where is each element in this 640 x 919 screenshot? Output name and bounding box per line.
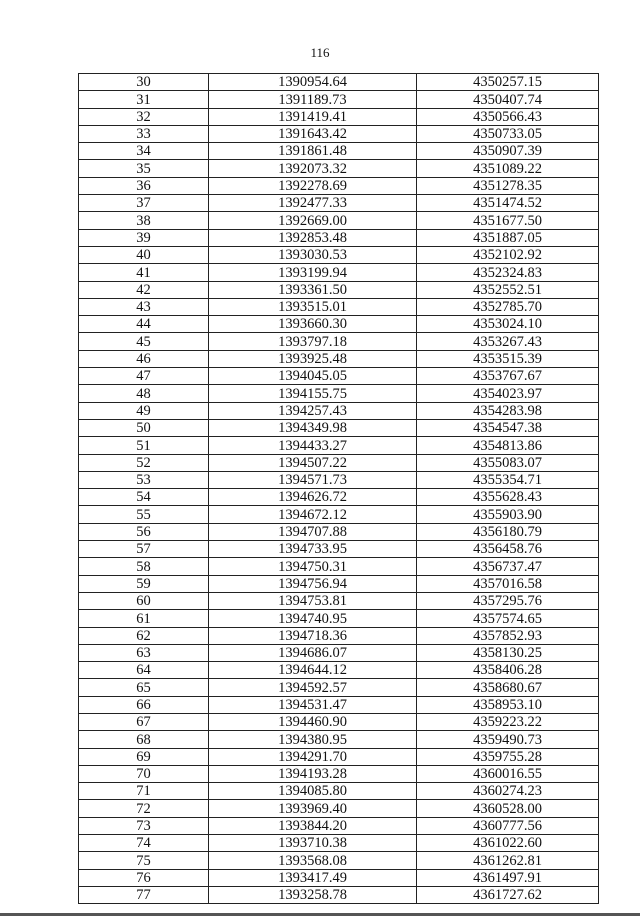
x-coordinate-cell: 1393361.50 [209,281,417,298]
x-coordinate-cell: 1393515.01 [209,298,417,315]
x-coordinate-cell: 1394733.95 [209,541,417,558]
point-number-cell: 48 [79,385,209,402]
point-number-cell: 50 [79,419,209,436]
y-coordinate-cell: 4357016.58 [417,575,599,592]
point-number-cell: 69 [79,748,209,765]
point-number-cell: 40 [79,246,209,263]
point-number-cell: 64 [79,662,209,679]
point-number-cell: 53 [79,471,209,488]
y-coordinate-cell: 4359490.73 [417,731,599,748]
point-number-cell: 60 [79,592,209,609]
table-row [79,852,599,869]
y-coordinate-cell: 4352324.83 [417,264,599,281]
y-coordinate-cell: 4359755.28 [417,748,599,765]
point-number-cell: 68 [79,731,209,748]
table-row [79,419,599,436]
x-coordinate-cell: 1393660.30 [209,316,417,333]
point-number-cell: 75 [79,852,209,869]
point-number-cell: 55 [79,506,209,523]
point-number-cell: 36 [79,177,209,194]
y-coordinate-cell: 4350566.43 [417,108,599,125]
x-coordinate-cell: 1394753.81 [209,592,417,609]
y-coordinate-cell: 4358130.25 [417,644,599,661]
x-coordinate-cell: 1391643.42 [209,125,417,142]
table-row [79,817,599,834]
y-coordinate-cell: 4350907.39 [417,143,599,160]
table-row [79,402,599,419]
point-number-cell: 74 [79,835,209,852]
y-coordinate-cell: 4357852.93 [417,627,599,644]
table-row [79,800,599,817]
x-coordinate-cell: 1394045.05 [209,368,417,385]
table-row [79,350,599,367]
x-coordinate-cell: 1394707.88 [209,523,417,540]
point-number-cell: 46 [79,350,209,367]
x-coordinate-cell: 1394531.47 [209,696,417,713]
point-number-cell: 63 [79,644,209,661]
x-coordinate-cell: 1394507.22 [209,454,417,471]
x-coordinate-cell: 1392669.00 [209,212,417,229]
y-coordinate-cell: 4355083.07 [417,454,599,471]
y-coordinate-cell: 4351677.50 [417,212,599,229]
table-row [79,454,599,471]
page-number: 116 [310,45,330,60]
point-number-cell: 49 [79,402,209,419]
x-coordinate-cell: 1394571.73 [209,471,417,488]
y-coordinate-cell: 4355628.43 [417,489,599,506]
point-number-cell: 39 [79,229,209,246]
x-coordinate-cell: 1390954.64 [209,74,417,91]
x-coordinate-cell: 1393568.08 [209,852,417,869]
x-coordinate-cell: 1393199.94 [209,264,417,281]
table-row [79,731,599,748]
point-number-cell: 34 [79,143,209,160]
x-coordinate-cell: 1394085.80 [209,783,417,800]
point-number-cell: 62 [79,627,209,644]
x-coordinate-cell: 1393417.49 [209,869,417,886]
coordinates-table [78,73,599,904]
y-coordinate-cell: 4360016.55 [417,765,599,782]
table-row [79,783,599,800]
table-row [79,246,599,263]
y-coordinate-cell: 4358680.67 [417,679,599,696]
table-row [79,333,599,350]
y-coordinate-cell: 4350407.74 [417,91,599,108]
y-coordinate-cell: 4353024.10 [417,316,599,333]
y-coordinate-cell: 4358406.28 [417,662,599,679]
x-coordinate-cell: 1394460.90 [209,713,417,730]
y-coordinate-cell: 4356180.79 [417,523,599,540]
x-coordinate-cell: 1394644.12 [209,662,417,679]
table-row [79,748,599,765]
table-row [79,298,599,315]
table-row [79,125,599,142]
point-number-cell: 73 [79,817,209,834]
table-row [79,385,599,402]
x-coordinate-cell: 1392853.48 [209,229,417,246]
table-row [79,610,599,627]
table-row [79,765,599,782]
x-coordinate-cell: 1391861.48 [209,143,417,160]
y-coordinate-cell: 4354283.98 [417,402,599,419]
point-number-cell: 33 [79,125,209,142]
y-coordinate-cell: 4353267.43 [417,333,599,350]
y-coordinate-cell: 4350733.05 [417,125,599,142]
table-row [79,281,599,298]
y-coordinate-cell: 4360528.00 [417,800,599,817]
point-number-cell: 30 [79,74,209,91]
y-coordinate-cell: 4355354.71 [417,471,599,488]
y-coordinate-cell: 4351089.22 [417,160,599,177]
x-coordinate-cell: 1393030.53 [209,246,417,263]
x-coordinate-cell: 1393797.18 [209,333,417,350]
x-coordinate-cell: 1394672.12 [209,506,417,523]
point-number-cell: 66 [79,696,209,713]
y-coordinate-cell: 4359223.22 [417,713,599,730]
x-coordinate-cell: 1393969.40 [209,800,417,817]
point-number-cell: 35 [79,160,209,177]
table-row [79,195,599,212]
table-row [79,644,599,661]
table-row [79,541,599,558]
x-coordinate-cell: 1394686.07 [209,644,417,661]
x-coordinate-cell: 1393925.48 [209,350,417,367]
table-row [79,627,599,644]
point-number-cell: 44 [79,316,209,333]
y-coordinate-cell: 4357574.65 [417,610,599,627]
table-row [79,869,599,886]
y-coordinate-cell: 4360777.56 [417,817,599,834]
table-row [79,523,599,540]
table-row [79,177,599,194]
table-row [79,471,599,488]
point-number-cell: 31 [79,91,209,108]
x-coordinate-cell: 1393844.20 [209,817,417,834]
table-row [79,886,599,903]
x-coordinate-cell: 1394349.98 [209,419,417,436]
table-row [79,713,599,730]
y-coordinate-cell: 4352785.70 [417,298,599,315]
point-number-cell: 72 [79,800,209,817]
y-coordinate-cell: 4353515.39 [417,350,599,367]
y-coordinate-cell: 4354547.38 [417,419,599,436]
y-coordinate-cell: 4360274.23 [417,783,599,800]
table-row [79,264,599,281]
table-row [79,143,599,160]
y-coordinate-cell: 4358953.10 [417,696,599,713]
point-number-cell: 38 [79,212,209,229]
x-coordinate-cell: 1394756.94 [209,575,417,592]
point-number-cell: 65 [79,679,209,696]
table-row [79,489,599,506]
x-coordinate-cell: 1393258.78 [209,886,417,903]
point-number-cell: 52 [79,454,209,471]
x-coordinate-cell: 1394750.31 [209,558,417,575]
table-row [79,679,599,696]
coordinates-table-body [79,74,599,904]
point-number-cell: 70 [79,765,209,782]
point-number-cell: 47 [79,368,209,385]
y-coordinate-cell: 4354813.86 [417,437,599,454]
x-coordinate-cell: 1394740.95 [209,610,417,627]
y-coordinate-cell: 4361497.91 [417,869,599,886]
x-coordinate-cell: 1393710.38 [209,835,417,852]
y-coordinate-cell: 4352552.51 [417,281,599,298]
table-row [79,74,599,91]
table-row [79,368,599,385]
point-number-cell: 51 [79,437,209,454]
point-number-cell: 56 [79,523,209,540]
y-coordinate-cell: 4356458.76 [417,541,599,558]
point-number-cell: 57 [79,541,209,558]
x-coordinate-cell: 1392073.32 [209,160,417,177]
point-number-cell: 76 [79,869,209,886]
y-coordinate-cell: 4350257.15 [417,74,599,91]
point-number-cell: 54 [79,489,209,506]
x-coordinate-cell: 1394718.36 [209,627,417,644]
point-number-cell: 32 [79,108,209,125]
x-coordinate-cell: 1394155.75 [209,385,417,402]
x-coordinate-cell: 1394380.95 [209,731,417,748]
coordinates-table-container [78,73,598,904]
table-row [79,91,599,108]
y-coordinate-cell: 4354023.97 [417,385,599,402]
point-number-cell: 58 [79,558,209,575]
table-row [79,229,599,246]
table-row [79,506,599,523]
point-number-cell: 77 [79,886,209,903]
table-row [79,662,599,679]
point-number-cell: 67 [79,713,209,730]
table-row [79,212,599,229]
table-row [79,160,599,177]
table-row [79,696,599,713]
x-coordinate-cell: 1394626.72 [209,489,417,506]
y-coordinate-cell: 4361262.81 [417,852,599,869]
table-row [79,558,599,575]
y-coordinate-cell: 4357295.76 [417,592,599,609]
point-number-cell: 71 [79,783,209,800]
x-coordinate-cell: 1394257.43 [209,402,417,419]
table-row [79,592,599,609]
y-coordinate-cell: 4353767.67 [417,368,599,385]
table-row [79,575,599,592]
y-coordinate-cell: 4361022.60 [417,835,599,852]
table-row [79,437,599,454]
x-coordinate-cell: 1392477.33 [209,195,417,212]
y-coordinate-cell: 4351474.52 [417,195,599,212]
y-coordinate-cell: 4352102.92 [417,246,599,263]
x-coordinate-cell: 1394291.70 [209,748,417,765]
point-number-cell: 37 [79,195,209,212]
page-bottom-border [0,913,640,916]
x-coordinate-cell: 1391189.73 [209,91,417,108]
x-coordinate-cell: 1394592.57 [209,679,417,696]
y-coordinate-cell: 4351887.05 [417,229,599,246]
table-row [79,108,599,125]
y-coordinate-cell: 4356737.47 [417,558,599,575]
x-coordinate-cell: 1394433.27 [209,437,417,454]
point-number-cell: 41 [79,264,209,281]
point-number-cell: 61 [79,610,209,627]
x-coordinate-cell: 1391419.41 [209,108,417,125]
point-number-cell: 45 [79,333,209,350]
point-number-cell: 42 [79,281,209,298]
x-coordinate-cell: 1394193.28 [209,765,417,782]
table-row [79,835,599,852]
y-coordinate-cell: 4361727.62 [417,886,599,903]
x-coordinate-cell: 1392278.69 [209,177,417,194]
point-number-cell: 59 [79,575,209,592]
y-coordinate-cell: 4351278.35 [417,177,599,194]
y-coordinate-cell: 4355903.90 [417,506,599,523]
table-row [79,316,599,333]
point-number-cell: 43 [79,298,209,315]
